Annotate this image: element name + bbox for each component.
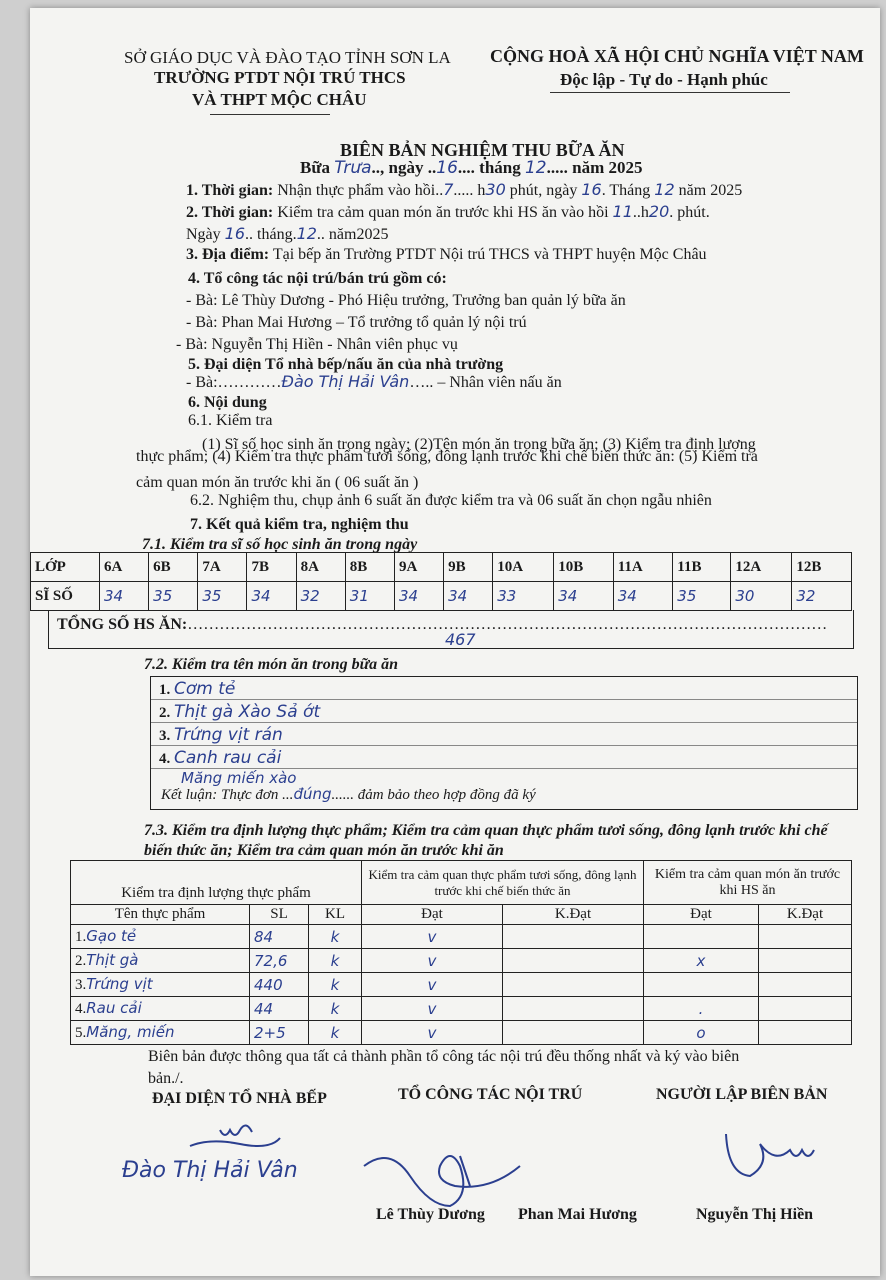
kl-cell: k xyxy=(309,997,362,1021)
table-row xyxy=(71,1021,852,1045)
col-kl: KL xyxy=(309,905,362,925)
meal-ok-cell: x xyxy=(644,949,759,973)
author-signature-label: NGƯỜI LẬP BIÊN BẢN xyxy=(656,1086,828,1103)
table-row xyxy=(71,997,852,1021)
class-cell: 9B xyxy=(444,553,493,582)
sl-cell: 440 xyxy=(250,973,309,997)
section-6-2: 6.2. Nghiệm thu, chụp ảnh 6 suất ăn được kiểm tra và 06 suất ăn chọn ngẫu nhiên xyxy=(190,492,712,509)
kl-cell: k xyxy=(309,973,362,997)
section-6-1: 6.1. Kiểm tra xyxy=(188,412,273,429)
meal-fail-cell xyxy=(759,925,852,949)
header-right-underline xyxy=(550,92,790,93)
count-cell: 35 xyxy=(198,582,247,611)
count-cell: 34 xyxy=(444,582,493,611)
fresh-ok-cell: v xyxy=(362,973,503,997)
class-cell: 8A xyxy=(296,553,345,582)
dish-item: 1. Cơm tẻ xyxy=(159,679,236,699)
kitchen-signature xyxy=(180,1108,290,1158)
section-6-heading: 6. Nội dung xyxy=(188,394,267,411)
meal-ok-cell xyxy=(644,973,759,997)
food-name-cell: 4.Rau cải xyxy=(71,997,250,1021)
section-4-heading: 4. Tổ công tác nội trú/bán trú gồm có: xyxy=(188,270,447,287)
quantity-title-line1: 7.3. Kiểm tra định lượng thực phẩm; Kiểm tra cảm quan thực phẩm tươi sống, đông lạnh trước khi chế xyxy=(144,822,828,839)
national-title: CỘNG HOÀ XÃ HỘI CHỦ NGHĨA VIỆT NAM xyxy=(490,46,864,66)
meal-fail-cell xyxy=(759,949,852,973)
col-kdat2: K.Đạt xyxy=(759,905,852,925)
count-cell: 35 xyxy=(149,582,198,611)
sl-cell: 44 xyxy=(250,997,309,1021)
fresh-ok-cell: v xyxy=(362,1021,503,1045)
member-1: - Bà: Lê Thùy Dương - Phó Hiệu trưởng, Trưởng ban quản lý bữa ăn xyxy=(186,292,626,309)
sl-cell: 84 xyxy=(250,925,309,949)
signer-name-2: Phan Mai Hương xyxy=(518,1206,637,1223)
sl-cell: 72,6 xyxy=(250,949,309,973)
meal-ok-cell xyxy=(644,925,759,949)
food-name-cell: 5.Măng, miến xyxy=(71,1021,250,1045)
attendance-title: 7.1. Kiểm tra sĩ số học sinh ăn trong ngày xyxy=(142,536,418,553)
section-3-location: 3. Địa điểm: Tại bếp ăn Trường PTDT Nội trú THCS và THPT huyện Mộc Châu xyxy=(186,246,707,263)
class-cell: 11A xyxy=(613,553,673,582)
total-box xyxy=(48,610,854,649)
count-cell: 31 xyxy=(345,582,394,611)
table-row xyxy=(71,949,852,973)
author-signature xyxy=(720,1124,830,1184)
class-cell: 7B xyxy=(247,553,296,582)
food-name-cell: 1.Gạo tẻ xyxy=(71,925,250,949)
closing-line1: Biên bản được thông qua tất cả thành phần tổ công tác nội trú đều thống nhất và ký vào biên xyxy=(148,1048,740,1065)
dish-extra: Măng miến xào xyxy=(181,769,297,787)
col-dat: Đạt xyxy=(362,905,503,925)
count-cell: 30 xyxy=(731,582,792,611)
member-3: - Bà: Nguyễn Thị Hiền - Nhân viên phục vụ xyxy=(176,336,458,353)
fresh-fail-cell xyxy=(503,973,644,997)
class-cell: 11B xyxy=(673,553,731,582)
section-7-heading: 7. Kết quả kiểm tra, nghiệm thu xyxy=(190,516,409,533)
class-cell: 12A xyxy=(731,553,792,582)
fresh-fail-cell xyxy=(503,1021,644,1045)
group-header-fresh: Kiểm tra cảm quan thực phẩm tươi sống, đông lạnh trước khi chế biến thức ăn xyxy=(362,861,644,905)
document-page xyxy=(30,8,880,1276)
header-left-underline xyxy=(210,114,330,115)
section-2-check-date: Ngày 16.. tháng.12.. năm2025 xyxy=(186,224,389,243)
class-cell: 7A xyxy=(198,553,247,582)
col-name: Tên thực phẩm xyxy=(71,905,250,925)
signer-name-1: Lê Thùy Dương xyxy=(376,1206,485,1223)
dishes-box xyxy=(150,676,858,810)
dish-item: 2. Thịt gà Xào Sả ớt xyxy=(159,702,321,722)
attendance-table xyxy=(30,552,852,611)
kl-cell: k xyxy=(309,949,362,973)
class-cell: 10A xyxy=(493,553,554,582)
section-5-heading: 5. Đại diện Tổ nhà bếp/nấu ăn của nhà trường xyxy=(188,356,504,373)
department-name: SỞ GIÁO DỤC VÀ ĐÀO TẠO TỈNH SƠN LA xyxy=(124,48,451,67)
class-cell: 6A xyxy=(100,553,149,582)
national-motto: Độc lập - Tự do - Hạnh phúc xyxy=(560,70,768,89)
fresh-fail-cell xyxy=(503,925,644,949)
quantity-table xyxy=(70,860,852,1045)
committee-signature-label: TỔ CÔNG TÁC NỘI TRÚ xyxy=(398,1086,583,1103)
count-cell: 34 xyxy=(100,582,149,611)
meal-ok-cell: o xyxy=(644,1021,759,1045)
section-2-check-time: 2. Thời gian: Kiểm tra cảm quan món ăn trước khi HS ăn vào hồi 11..h20. phút. xyxy=(186,202,710,221)
table-row xyxy=(71,925,852,949)
total-value: 467 xyxy=(445,630,476,649)
kitchen-handwritten-name: Đào Thị Hải Vân xyxy=(122,1158,298,1183)
member-2: - Bà: Phan Mai Hương – Tổ trưởng tổ quản lý nội trú xyxy=(186,314,527,331)
fresh-fail-cell xyxy=(503,949,644,973)
count-cell: 34 xyxy=(554,582,614,611)
meal-fail-cell xyxy=(759,973,852,997)
group-header-quantity: Kiểm tra định lượng thực phẩm xyxy=(71,861,362,905)
fresh-fail-cell xyxy=(503,997,644,1021)
count-row-label: SĨ SỐ xyxy=(31,582,100,611)
dish-item: 3. Trứng vịt rán xyxy=(159,725,283,745)
col-dat2: Đạt xyxy=(644,905,759,925)
count-cell: 34 xyxy=(394,582,443,611)
kl-cell: k xyxy=(309,1021,362,1045)
col-kdat: K.Đạt xyxy=(503,905,644,925)
dish-item: 4. Canh rau cải xyxy=(159,748,282,768)
kitchen-representative: - Bà:…………Đào Thị Hải Vân….. – Nhân viên nấu ăn xyxy=(186,372,562,391)
section-6-1-para1: (1) Sĩ số học sinh ăn trong ngày; (2)Tên món ăn trong bữa ăn; (3) Kiểm tra định lượng xyxy=(202,436,756,453)
food-name-cell: 2.Thịt gà xyxy=(71,949,250,973)
meal-date-line: Bữa Trưa.., ngày ..16.... tháng 12..... năm 2025 xyxy=(300,158,643,178)
quantity-title-line2: biến thức ăn; Kiểm tra cảm quan món ăn trước khi ăn xyxy=(144,842,504,859)
count-cell: 33 xyxy=(493,582,554,611)
dishes-title: 7.2. Kiểm tra tên món ăn trong bữa ăn xyxy=(144,656,399,673)
group-header-meal: Kiểm tra cảm quan món ăn trước khi HS ăn xyxy=(644,861,852,905)
kl-cell: k xyxy=(309,925,362,949)
total-label: TỔNG SỐ HS ĂN:………………………………………………………………………………………………………… xyxy=(57,616,828,633)
count-cell: 32 xyxy=(792,582,852,611)
quantity-header-row xyxy=(71,861,852,905)
kitchen-signature-label: ĐẠI DIỆN TỔ NHÀ BẾP xyxy=(152,1090,327,1107)
section-6-1-para3: cảm quan món ăn trước khi ăn ( 06 suất ăn ) xyxy=(136,474,419,491)
meal-fail-cell xyxy=(759,997,852,1021)
committee-signature xyxy=(360,1136,540,1216)
col-sl: SL xyxy=(250,905,309,925)
fresh-ok-cell: v xyxy=(362,997,503,1021)
class-row xyxy=(31,553,852,582)
class-cell: 12B xyxy=(792,553,852,582)
school-name-line1: TRƯỜNG PTDT NỘI TRÚ THCS xyxy=(154,68,406,87)
class-cell: 6B xyxy=(149,553,198,582)
class-row-label: LỚP xyxy=(31,553,100,582)
meal-fail-cell xyxy=(759,1021,852,1045)
count-cell: 32 xyxy=(296,582,345,611)
closing-line2: bản./. xyxy=(148,1070,184,1087)
count-cell: 35 xyxy=(673,582,731,611)
count-cell: 34 xyxy=(613,582,673,611)
class-cell: 8B xyxy=(345,553,394,582)
food-name-cell: 3.Trứng vịt xyxy=(71,973,250,997)
section-6-1-para2: thực phẩm; (4) Kiểm tra thực phẩm tươi sống, đông lạnh trước khi chế biến thức ăn: (5) Kiểm tra xyxy=(136,448,758,465)
class-cell: 10B xyxy=(554,553,614,582)
dishes-conclusion: Kết luận: Thực đơn ...đúng...... đảm bảo theo hợp đồng đã ký xyxy=(161,785,536,803)
count-row xyxy=(31,582,852,611)
quantity-subheader-row xyxy=(71,905,852,925)
signer-name-3: Nguyễn Thị Hiền xyxy=(696,1206,814,1223)
table-row xyxy=(71,973,852,997)
school-name-line2: VÀ THPT MỘC CHÂU xyxy=(192,90,367,109)
section-1-receive-time: 1. Thời gian: Nhận thực phẩm vào hồi..7..... h30 phút, ngày 16. Tháng 12 năm 2025 xyxy=(186,180,743,199)
fresh-ok-cell: v xyxy=(362,925,503,949)
meal-ok-cell: . xyxy=(644,997,759,1021)
fresh-ok-cell: v xyxy=(362,949,503,973)
sl-cell: 2+5 xyxy=(250,1021,309,1045)
count-cell: 34 xyxy=(247,582,296,611)
class-cell: 9A xyxy=(394,553,443,582)
document-title: BIÊN BẢN NGHIỆM THU BỮA ĂN xyxy=(340,140,625,160)
